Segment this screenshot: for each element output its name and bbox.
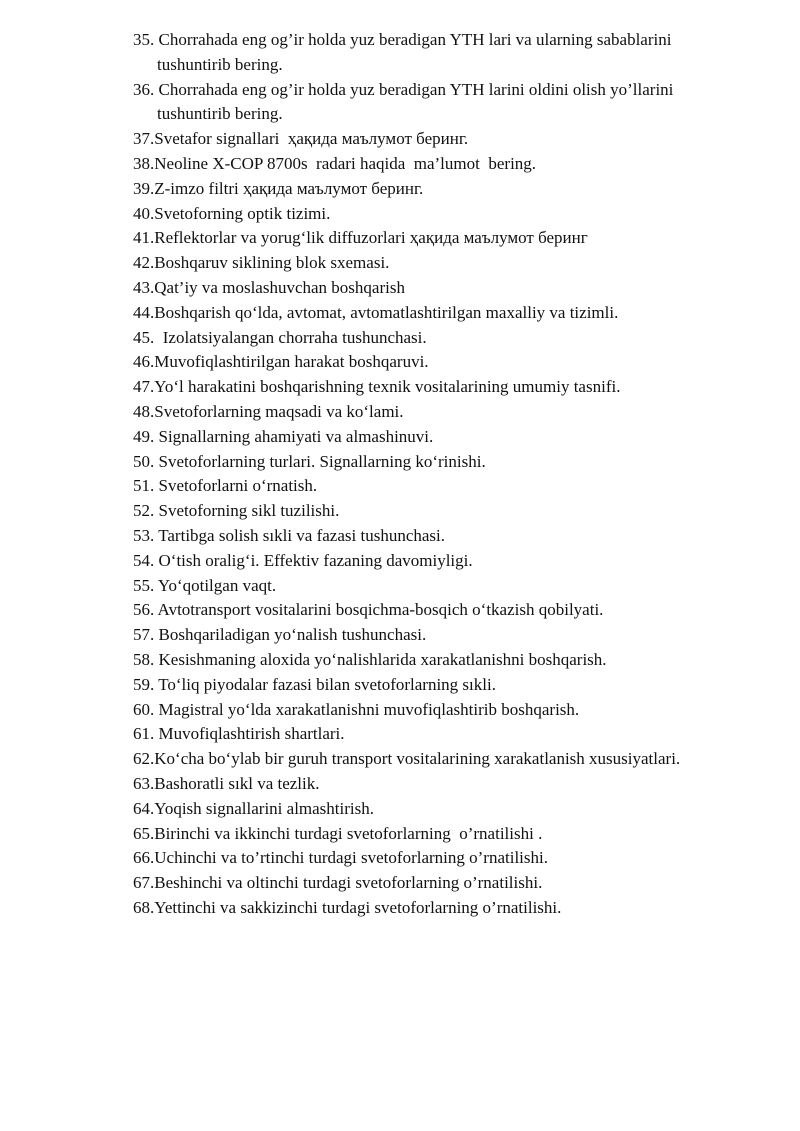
question-item [133, 797, 763, 822]
question-item [133, 896, 763, 921]
question-item [133, 871, 763, 896]
question-text: 41.Reflektorlar va yorug‘lik diffuzorlari ҳақида маълумот беринг [133, 228, 588, 248]
question-text: 35. Chorrahada eng og’ir holda yuz beradigan YTH lari va ularning sabablarini [133, 30, 672, 49]
question-item [133, 326, 763, 351]
question-item [133, 846, 763, 871]
question-item [133, 474, 763, 499]
question-text: 46.Muvofiqlashtirilgan harakat boshqaruvi. [133, 352, 429, 372]
question-text-continuation: tushuntirib bering. [157, 54, 283, 74]
question-text: 66.Uchinchi va to’rtinchi turdagi svetoforlarning o’rnatilishi. [133, 848, 548, 868]
question-item [133, 276, 763, 301]
question-text: 52. Svetoforning sikl tuzilishi. [133, 501, 340, 521]
question-item [133, 301, 763, 326]
question-item [133, 623, 763, 648]
question-item [133, 648, 763, 673]
question-text: 53. Tartibga solish sıkli va fazasi tushunchasi. [133, 525, 446, 545]
question-item [133, 350, 763, 375]
question-text: 45. Izolatsiyalangan chorraha tushunchasi. [133, 327, 427, 347]
question-text: 51. Svetoforlarni o‘rnatish. [133, 476, 318, 496]
question-item [133, 772, 763, 797]
question-text-continuation: tushuntirib bering. [157, 104, 283, 124]
question-item [133, 574, 763, 599]
question-text: 67.Beshinchi va oltinchi turdagi svetoforlarning o’rnatilishi. [133, 873, 543, 893]
question-item [133, 598, 763, 623]
question-item [133, 698, 763, 723]
question-item [133, 400, 763, 425]
question-text: 55. Yo‘qotilgan vaqt. [133, 575, 277, 595]
question-text: 62.Ko‘cha bo‘ylab bir guruh transport vositalarining xarakatlanish xususiyatlari. [133, 749, 681, 769]
question-item [133, 524, 763, 549]
question-text: 56. Avtotransport vositalarini bosqichma-bosqich o‘tkazish qobilyati. [133, 600, 604, 620]
question-text: 65.Birinchi va ikkinchi turdagi svetoforlarning o’rnatilishi . [133, 823, 543, 843]
question-item [133, 127, 763, 152]
question-item [133, 822, 763, 847]
question-text: 58. Kesishmaning aloxida yo‘nalishlarida xarakatlanishni boshqarish. [133, 649, 607, 669]
question-text: 42.Boshqaruv siklining blok sxemasi. [133, 253, 390, 273]
question-text: 59. To‘liq piyodalar fazasi bilan svetoforlarning sıkli. [133, 674, 496, 694]
question-text: 38.Neoline X-COP 8700s radari haqida ma’lumot bering. [133, 153, 537, 173]
question-item [133, 251, 763, 276]
question-text: 54. O‘tish oralig‘i. Effektiv fazaning davomiyligi. [133, 550, 473, 570]
question-item [133, 747, 763, 772]
question-item [133, 722, 763, 747]
question-text: 36. Chorrahada eng og’ir holda yuz beradigan YTH larini oldini olish yo’llarini [133, 79, 674, 99]
question-item [133, 375, 763, 400]
question-list [133, 28, 763, 921]
question-item [133, 202, 763, 227]
question-item [133, 673, 763, 698]
question-text: 44.Boshqarish qo‘lda, avtomat, avtomatlashtirilgan maxalliy va tizimli. [133, 302, 619, 322]
question-text: 43.Qat’iy va moslashuvchan boshqarish [133, 277, 405, 297]
question-item [133, 78, 763, 128]
question-text: 48.Svetoforlarning maqsadi va ko‘lami. [133, 401, 404, 421]
question-text: 60. Magistral yo‘lda xarakatlanishni muvofiqlashtirib boshqarish. [133, 699, 580, 719]
question-text: 47.Yo‘l harakatini boshqarishning texnik vositalarining umumiy tasnifi. [133, 377, 621, 397]
question-item [133, 450, 763, 475]
question-text: 61. Muvofiqlashtirish shartlari. [133, 724, 345, 744]
question-item [133, 152, 763, 177]
question-item [133, 177, 763, 202]
question-text: 37.Svetafor signallari ҳақида маълумот беринг. [133, 129, 469, 149]
question-item [133, 499, 763, 524]
question-text: 50. Svetoforlarning turlari. Signallarning ko‘rinishi. [133, 451, 486, 471]
question-item [133, 549, 763, 574]
question-item [133, 28, 763, 78]
question-text: 49. Signallarning ahamiyati va almashinuvi. [133, 426, 434, 446]
question-text: 68.Yettinchi va sakkizinchi turdagi svetoforlarning o’rnatilishi. [133, 897, 562, 917]
question-text: 39.Z-imzo filtri ҳақида маълумот беринг. [133, 178, 424, 198]
question-text: 63.Bashoratli sıkl va tezlik. [133, 773, 320, 793]
question-item [133, 226, 763, 251]
question-text: 57. Boshqariladigan yo‘nalish tushunchasi. [133, 625, 427, 645]
question-item [133, 425, 763, 450]
question-text: 40.Svetoforning optik tizimi. [133, 203, 331, 223]
question-text: 64.Yoqish signallarini almashtirish. [133, 798, 374, 818]
